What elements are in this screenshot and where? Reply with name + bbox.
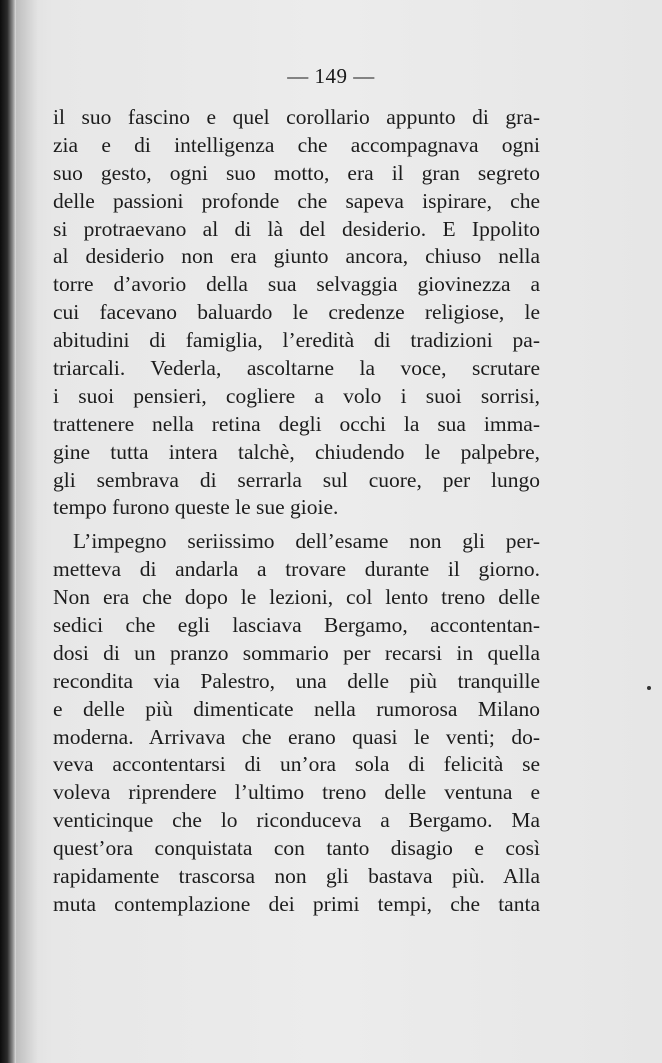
text-line: moderna. Arrivava che erano quasi le venti; do- <box>53 724 540 749</box>
text-line: gine tutta intera talchè, chiudendo le palpebre, <box>53 439 540 464</box>
text-line: delle passioni profonde che sapeva ispirare, che <box>53 188 540 213</box>
text-line: Non era che dopo le lezioni, col lento treno delle <box>53 585 540 610</box>
text-line: il suo fascino e quel corollario appunto di gra- <box>53 105 540 129</box>
text-line: e delle più dimenticate nella rumorosa Milano <box>53 696 540 721</box>
text-line: metteva di andarla a trovare durante il giorno. <box>53 557 540 582</box>
text-line: abitudini di famiglia, l’eredità di tradizioni pa- <box>53 328 540 353</box>
text-line: suo gesto, ogni suo motto, era il gran segreto <box>53 160 540 185</box>
text-line: trattenere nella retina degli occhi la sua imma- <box>53 411 540 436</box>
text-line: L’impegno seriissimo dell’esame non gli per- <box>73 529 540 554</box>
body-text <box>53 104 540 919</box>
page-number: — 149 — <box>287 64 375 88</box>
text-line: triarcali. Vederla, ascoltarne la voce, scrutare <box>53 356 540 381</box>
text-line: dosi di un pranzo sommario per recarsi in quella <box>53 640 540 665</box>
text-line: muta contemplazione dei primi tempi, che tanta <box>53 891 540 916</box>
gutter-shadow <box>16 0 38 1063</box>
text-line: sedici che egli lasciava Bergamo, accontentan- <box>53 613 540 638</box>
text-line: si protraevano al di là del desiderio. E Ippolito <box>53 216 540 241</box>
text-line: cui facevano baluardo le credenze religiose, le <box>53 300 540 325</box>
text-line: voleva riprendere l’ultimo treno delle ventuna e <box>53 780 540 805</box>
text-line: recondita via Palestro, una delle più tranquille <box>53 668 540 693</box>
text-line: tempo furono queste le sue gioie. <box>53 495 339 520</box>
text-line: al desiderio non era giunto ancora, chiuso nella <box>53 244 540 269</box>
text-line: zia e di intelligenza che accompagnava ogni <box>53 132 540 157</box>
book-binding-edge <box>0 0 16 1063</box>
paragraph <box>53 528 540 918</box>
text-line: gli sembrava di serrarla sul cuore, per lungo <box>53 467 540 492</box>
text-line: torre d’avorio della sua selvaggia giovinezza a <box>53 272 540 297</box>
paragraph <box>53 104 540 522</box>
text-line: veva accontentarsi di un’ora sola di felicità se <box>53 752 540 777</box>
paper-speck <box>647 686 651 690</box>
text-line: venticinque che lo riconduceva a Bergamo. Ma <box>53 808 540 833</box>
text-line: i suoi pensieri, cogliere a volo i suoi sorrisi, <box>53 383 540 408</box>
text-line: rapidamente trascorsa non gli bastava più. Alla <box>53 864 540 889</box>
text-line: quest’ora conquistata con tanto disagio e così <box>53 836 540 861</box>
